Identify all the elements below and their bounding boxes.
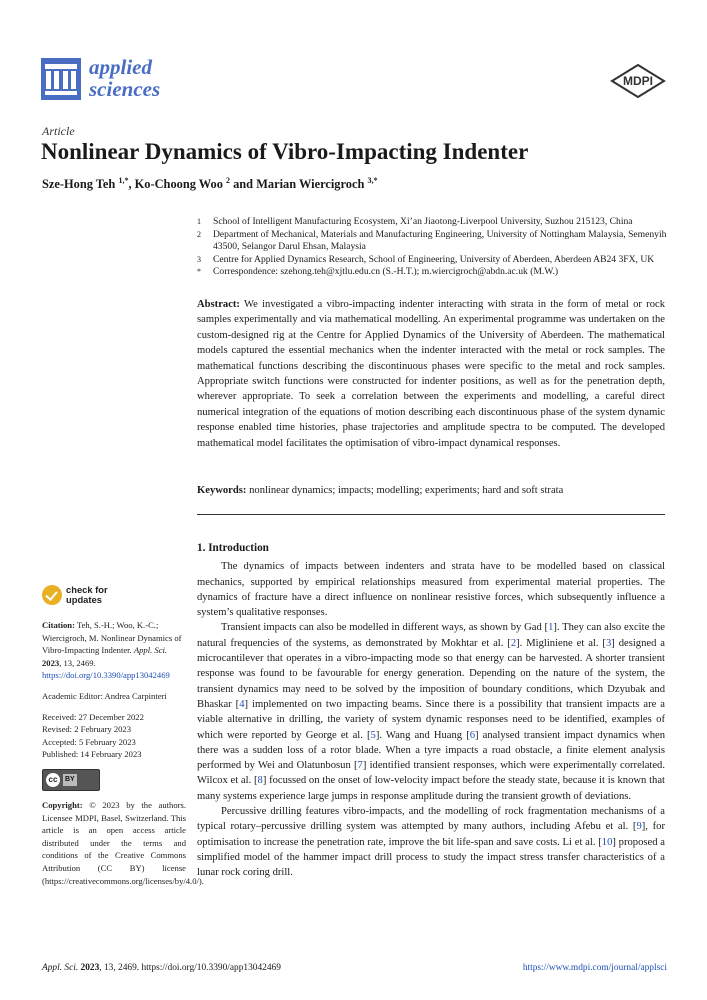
mdpi-logo — [610, 64, 666, 98]
footer-journal: Appl. Sci. — [42, 963, 79, 973]
affiliation-item — [197, 216, 667, 229]
badge-line2: updates — [66, 594, 102, 605]
affiliation-item — [197, 229, 667, 254]
paragraph-text: ] identified transient responses, which were experimentally correlated. Wilcox et al. [ — [197, 760, 666, 787]
paragraph-text: ]. Wang and Huang [ — [375, 729, 470, 741]
reference-link[interactable]: 4 — [239, 698, 245, 710]
citation-block — [42, 619, 186, 682]
affiliation-item — [197, 254, 667, 267]
reference-link[interactable]: 1 — [548, 622, 554, 634]
reference-link[interactable]: 2 — [510, 637, 517, 649]
section-divider — [197, 514, 665, 515]
date-received: Received: 27 December 2022 — [42, 711, 144, 722]
journal-name-line2: sciences — [89, 77, 161, 101]
copyright-text: © 2023 by the authors. Licensee MDPI, Basel, Switzerland. This article is an open access article distributed under the terms and conditions of the Creative Commons Attribution (CC BY) license (https://creativecommons.org/licenses/by/4.0/). — [42, 799, 204, 886]
journal-logo — [41, 58, 81, 100]
citation-journal: Appl. Sci. — [133, 645, 168, 656]
citation-year: 2023 — [42, 657, 60, 668]
article-title: Nonlinear Dynamics of Vibro-Impacting Indenter — [41, 139, 529, 164]
author-affil-mark: 3,* — [367, 176, 378, 185]
reference-link[interactable]: 6 — [469, 729, 476, 741]
abstract-label: Abstract: — [197, 299, 240, 310]
affiliation-text: Department of Mechanical, Materials and Manufacturing Engineering, University of Nottingham Malaysia, Semenyih 43500, Selangor Darul Ehsan, Malaysia — [213, 228, 667, 253]
citation-doi-link[interactable]: https://doi.org/10.3390/app13042469 — [42, 670, 170, 681]
copyright-block — [42, 799, 204, 887]
paragraph-text: ] focussed on the onset of low-velocity impact before the steady state, because it is known that many systems experience large jumps in response amplitude during the transient growth of deviations. — [197, 775, 665, 802]
reference-link[interactable]: 10 — [601, 836, 613, 848]
article-type: Article — [42, 124, 75, 138]
paragraph-text: Transient impacts can also be modelled in different ways, as shown by Gad [ — [221, 622, 549, 634]
paragraph: The dynamics of impacts between indenters and strata have to be modelled based on classical mechanics, supported by empirical relationships measured from experimental material properties. The dynamics of fracture have a direct influence on nonlinear resistive forces, which subsequently influence a system’s qualitative responses. — [197, 561, 665, 619]
affiliation-item — [197, 266, 667, 279]
paragraph-text: ]. They can also excite the natural frequencies of the systems, as demonstrated by Mokhtar et al. [ — [197, 622, 665, 649]
paragraph-text: ] designed a microcantilever that operates in a vibro-impacting mode so that energy can be harvested. A shorter transient response was found to be favourable for energy generation. Depending on the nature of the system, the transient dynamics may need to be solved by the imposition of boundary conditions, which Dzyubak and Bhaskar [ — [197, 637, 666, 710]
keywords-text: nonlinear dynamics; impacts; modelling; experiments; hard and soft strata — [249, 485, 564, 496]
affiliation-text: School of Intelligent Manufacturing Ecosystem, Xi’an Jiaotong-Liverpool University, Suzhou 215123, China — [213, 216, 633, 227]
author-name: Sze-Hong Teh — [42, 177, 116, 192]
footer-year: 2023 — [80, 963, 100, 973]
abstract-text: We investigated a vibro-impacting indenter interacting with strata in the form of metal or rock samples experimentally and via mathematical modelling. An experimental programme was undertaken on the custom-designed rig at the Centre for Applied Dynamics of the University of Aberdeen. The mathematical models captured the essential mechanics when the indenter interacted with the metal or rock samples. The mathematical functions describing the discontinuous phases were specific to the metal and rock samples. Appropriate switch functions were constructed for indenter positions, as well as for the penetration depth, wherever appropriate. To seek a correlation between the experiments and modelling, a careful direct numerical integration of the equations of motion describing each discontinuous phase of the system dynamic response enabled time histories, phase trajectories and amplitude spectra to be computed. The developed mathematical model facilitates the optimisation of vibro-impact dynamical responses. — [197, 299, 665, 449]
reference-link[interactable]: 3 — [605, 637, 612, 649]
date-revised: Revised: 2 February 2023 — [42, 724, 132, 735]
sidebar — [42, 584, 204, 887]
citation-text: Teh, S.-H.; Woo, K.-C.; Wiercigroch, M. Nonlinear Dynamics of Vibro-Impacting Indenter. — [42, 620, 182, 656]
author-affil-mark: 2 — [226, 176, 230, 185]
affiliation-text: Centre for Applied Dynamics Research, School of Engineering, University of Aberdeen, Aberdeen AB24 3FX, UK — [213, 253, 655, 265]
journal-name — [89, 56, 160, 100]
badge-line1: check for — [66, 584, 108, 595]
affiliations — [197, 216, 667, 279]
paragraph-text: Percussive drilling features vibro-impacts, and the modelling of rock fragmentation mechanisms of a typical rotary–percussive drilling system was attempted by many authors, including Afebu et al. [ — [197, 806, 665, 833]
reference-link[interactable]: 8 — [257, 775, 263, 787]
dates-block — [42, 711, 186, 761]
copyright-label: Copyright: — [42, 799, 83, 810]
footer-journal-link[interactable]: https://www.mdpi.com/journal/applsci — [522, 963, 667, 973]
check-for-updates-badge[interactable] — [42, 585, 186, 605]
correspondence-text[interactable]: Correspondence: szehong.teh@xjtlu.edu.cn (S.-H.T.); m.wiercigroch@abdn.ac.uk (M.W.) — [213, 266, 559, 278]
paragraph-text: ] implemented on two impacting beams. Since there is a possibility that transient impacts are a viable alternative in drilling, the variety of system dynamic responses need to be identified, examples of which were reported by George et al. [ — [197, 698, 666, 741]
paragraph — [197, 804, 665, 880]
main-text — [197, 541, 665, 881]
academic-editor: Academic Editor: Andrea Carpinteri — [42, 690, 167, 701]
keywords — [197, 483, 665, 498]
author-name: Ko-Choong Woo — [134, 177, 223, 192]
check-icon — [42, 585, 62, 605]
author-name: Marian Wiercigroch — [256, 177, 365, 192]
paragraph-text: ], for optimisation to increase the penetration rate, improve the bit life-span and save costs. Li et al. [ — [197, 821, 665, 848]
citation-label: Citation: — [42, 620, 75, 630]
affiliation-mark: 2 — [197, 229, 201, 239]
paragraph-text: ]. Migliniene et al. [ — [516, 637, 606, 649]
footer-citation — [42, 963, 281, 973]
date-accepted: Accepted: 5 February 2023 — [42, 736, 136, 747]
footer-rest: , 13, 2469. https://doi.org/10.3390/app13042469 — [99, 963, 281, 973]
affiliation-mark: 1 — [197, 217, 201, 226]
reference-link[interactable]: 5 — [370, 729, 376, 741]
author-affil-mark: 1,* — [118, 176, 129, 185]
affiliation-mark: 3 — [197, 254, 201, 264]
author-list: Sze-Hong Teh $^{1,*}$, Ko-Choong Woo $^2$ and Marian Wiercigroch $^{3,*}$ — [42, 176, 378, 192]
paragraph-text: ] analysed transient impact dynamics when there was a sudden loss of a rotor blade. When a tyre impacts a road obstacle, a finite element analysis performed by Wei and Olatunbosun [ — [197, 729, 666, 772]
journal-name-line1: applied — [89, 55, 152, 79]
paragraph — [197, 620, 665, 804]
reference-link[interactable]: 7 — [357, 760, 363, 772]
citation-volume: , 13, 2469. — [59, 657, 96, 668]
reference-link[interactable]: 9 — [636, 821, 642, 833]
by-icon: BY — [63, 774, 77, 787]
cc-icon: cc — [46, 773, 60, 787]
mdpi-logo-text: MDPI — [623, 74, 653, 88]
keywords-label: Keywords: — [197, 485, 247, 496]
date-published: Published: 14 February 2023 — [42, 749, 142, 760]
paragraph-text: ] proposed a simplified model of the hammer impact drill process to study the impact stress transfer characteristics of a lunar rock coring drill. — [197, 836, 665, 879]
section-heading: 1. Introduction — [197, 542, 269, 554]
cc-by-license-icon[interactable] — [42, 769, 100, 791]
affiliation-mark: * — [197, 267, 201, 277]
abstract — [197, 297, 665, 451]
